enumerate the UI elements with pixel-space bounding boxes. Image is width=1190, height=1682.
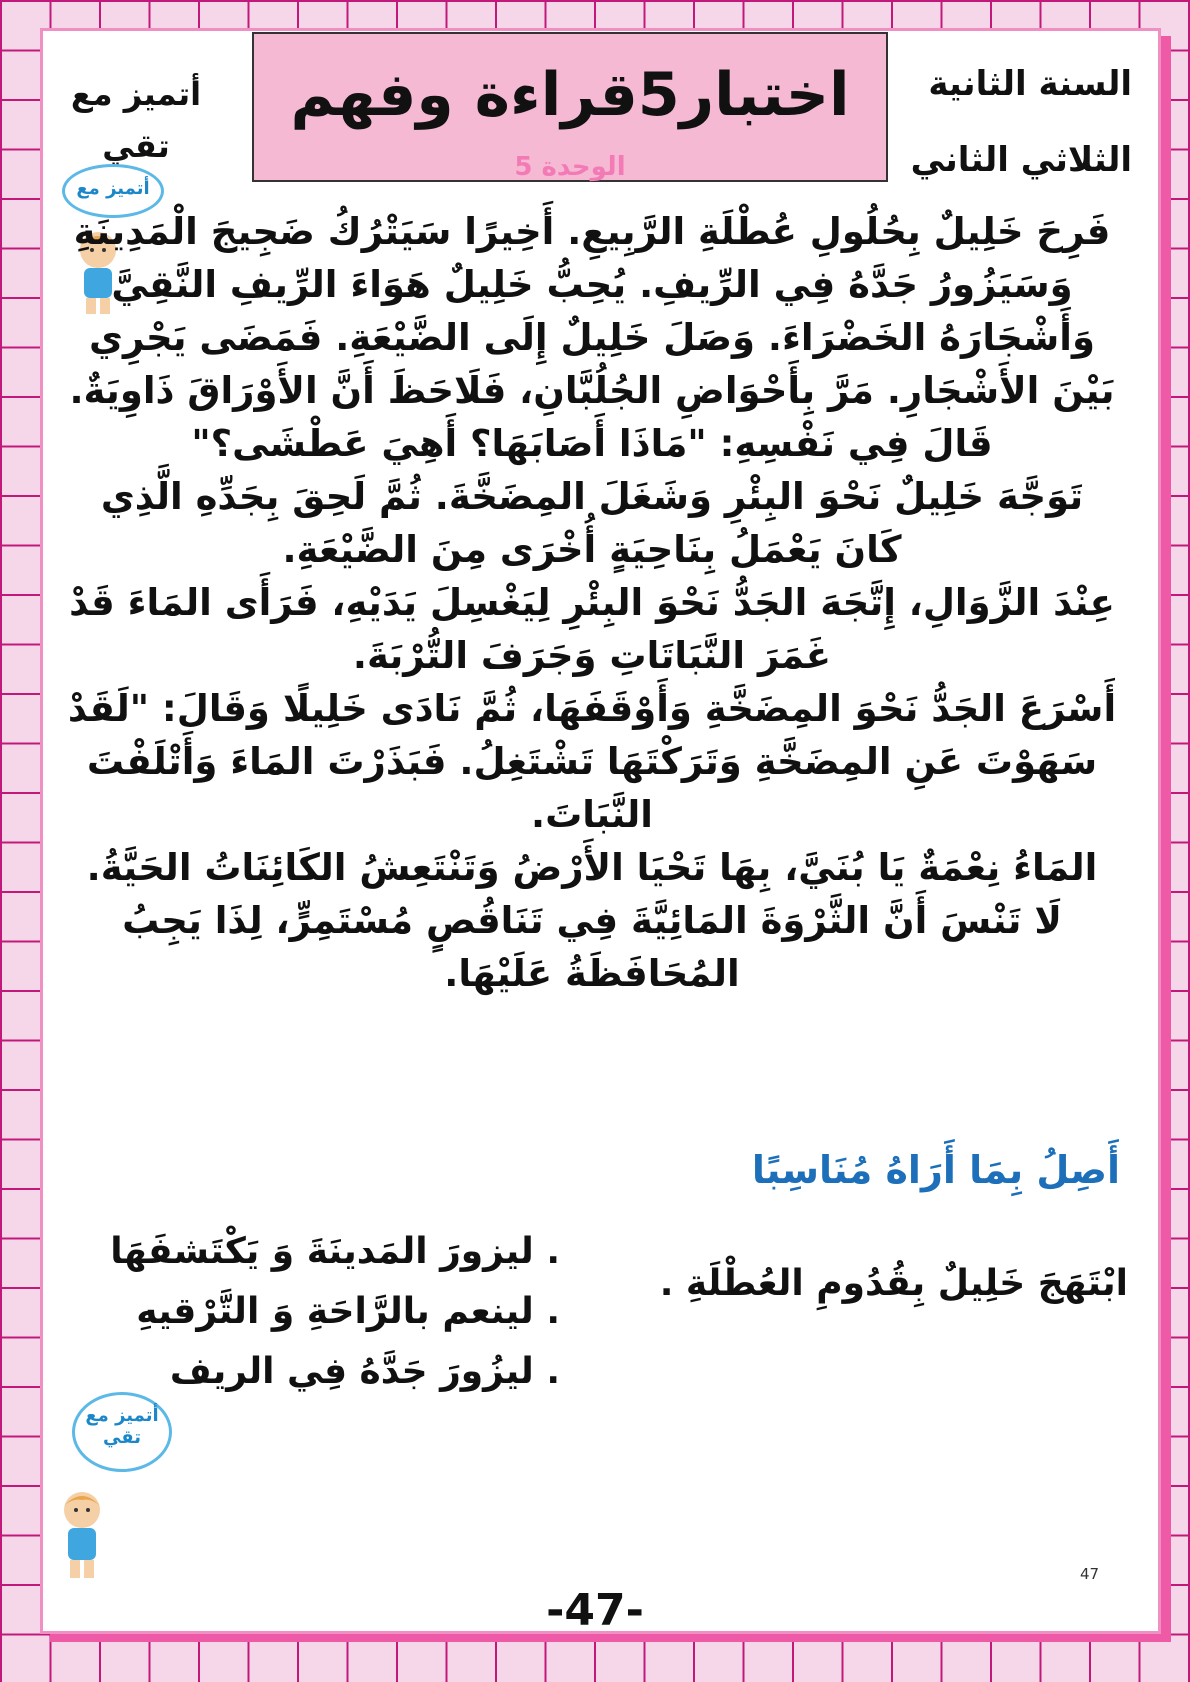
exercise-instruction: أَصِلُ بِمَا أَرَاهُ مُنَاسِبًا [751,1148,1120,1192]
small-page-number: 47 [1080,1565,1100,1583]
passage-line: أَسْرَعَ الجَدُّ نَحْوَ المِضَخَّةِ وَأَوْقَفَهَا، ثُمَّ نَادَى خَلِيلًا وَقَالَ: "لَقَدْ [67,687,1117,730]
mascot-sticker-bottom [52,1392,182,1592]
term-label: الثلاثي الثاني [910,140,1132,180]
passage-line: سَهَوْتَ عَنِ المِضَخَّةِ وَتَرَكْتَهَا تَشْتَغِلُ. فَبَذَرْتَ المَاءَ وَأَتْلَفْتَ [86,740,1098,783]
thought-bubble [72,1392,172,1472]
option-item[interactable]: . ليزورَ المَدينَةَ وَ يَكْتَشفَهَا [110,1231,560,1272]
exercise-sentence: ابْتَهَجَ خَلِيلٌ بِقُدُومِ العُطْلَةِ . [659,1263,1128,1304]
exercise-options [100,1222,560,1402]
page-number: -47- [546,1585,644,1636]
passage-line: كَانَ يَعْمَلُ بِنَاحِيَةٍ أُخْرَى مِنَ الضَّيْعَةِ. [282,528,902,571]
passage-line: المَاءُ نِعْمَةٌ يَا بُنَيَّ، بِهَا تَحْيَا الأَرْضُ وَتَنْتَعِشُ الكَائِنَاتُ الحَيَّةُ. [86,846,1098,889]
title-box [252,32,888,182]
passage-line: تَوَجَّهَ خَلِيلٌ نَحْوَ البِئْرِ وَشَغَلَ المِضَخَّةَ. ثُمَّ لَحِقَ بِجَدِّهِ الَّذِي [100,475,1084,518]
option-item[interactable]: . ليزُورَ جَدَّهُ فِي الريف [169,1351,560,1392]
school-year-label: السنة الثانية [928,64,1132,104]
bubble-text: أتميز مع [85,1405,159,1426]
passage-line: وَسَيَزُورُ جَدَّهُ فِي الرِّيفِ. يُحِبُّ خَلِيلٌ هَوَاءَ الرِّيفِ النَّقِيَّ [111,263,1073,306]
bubble-text: تقي [103,1427,141,1448]
unit-label: الوحدة 5 [514,152,626,182]
passage-line: غَمَرَ النَّبَاتَاتِ وَجَرَفَ التُّرْبَةَ. [352,634,832,677]
brand-label: أتميز مع تقي [70,75,202,165]
bubble-text: أتميز مع [76,178,150,199]
option-item[interactable]: . لينعم بالرَّاحَةِ وَ التَّرْقيهِ [136,1291,560,1332]
passage-line: لَا تَنْسَ أَنَّ الثَّرْوَةَ المَائِيَّةَ فِي تَنَاقُصٍ مُسْتَمِرٍّ، لِذَا يَجِبُ [122,899,1062,942]
passage-line: النَّبَاتَ. [531,793,653,836]
passage-line: عِنْدَ الزَّوَالِ، إِتَّجَهَ الجَدُّ نَحْوَ البِئْرِ لِيَغْسِلَ يَدَيْهِ، فَرَأَى المَاءَ قَدْ [69,581,1115,624]
passage-line: بَيْنَ الأَشْجَارِ. مَرَّ بِأَحْوَاضِ الجُلُبَّانِ، فَلَاحَظَ أَنَّ الأَوْرَاقَ ذَاوِيَةٌ. [69,369,1115,412]
passage-line: قَالَ فِي نَفْسِهِ: "مَاذَا أَصَابَهَا؟ أَهِيَ عَطْشَى؟" [191,422,993,465]
passage-line: فَرِحَ خَلِيلٌ بِحُلُولِ عُطْلَةِ الرَّبِيعِ. أَخِيرًا سَيَتْرُكُ ضَجِيجَ الْمَدِينَةِ [73,210,1111,253]
reading-passage [62,205,1122,1000]
child-mascot-icon [52,1488,112,1588]
page-title: اختبار5قراءة وفهم [290,60,850,130]
passage-line: وَأَشْجَارَهُ الخَضْرَاءَ. وَصَلَ خَلِيلٌ إِلَى الضَّيْعَةِ. فَمَضَى يَجْرِي [89,316,1095,359]
passage-line: المُحَافَظَةُ عَلَيْهَا. [444,952,740,995]
